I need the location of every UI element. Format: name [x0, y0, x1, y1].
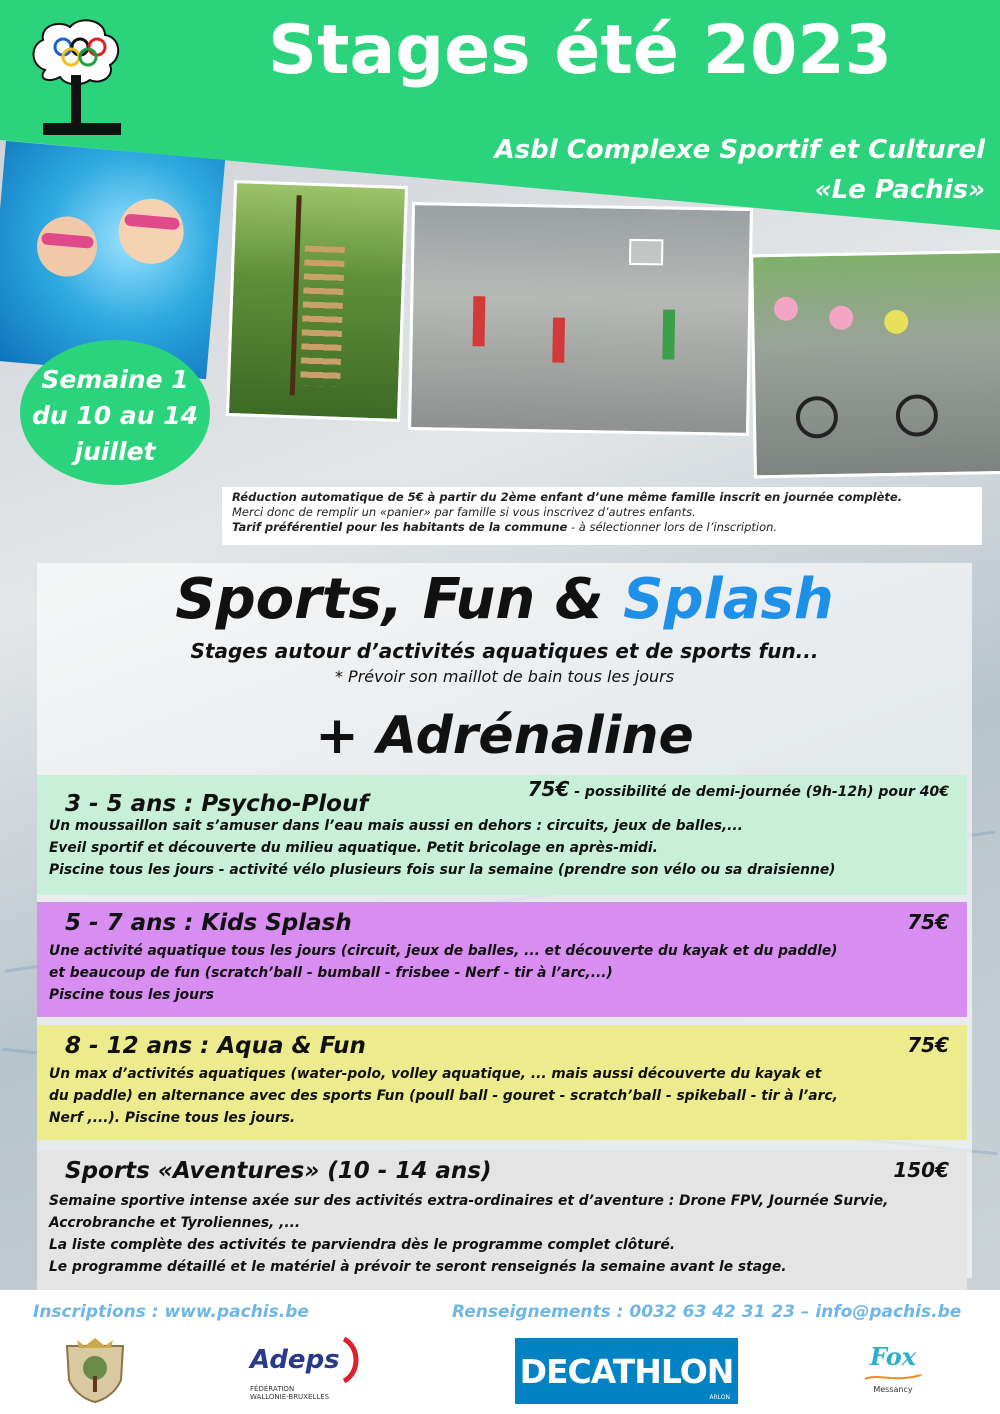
- program-price: 75€: [907, 910, 949, 934]
- week-dates: du 10 au 14: [31, 401, 199, 430]
- program-line: Eveil sportif et découverte du milieu aquatique. Petit bricolage en après-midi.: [49, 840, 658, 856]
- decathlon-store: ARLON: [709, 1394, 730, 1401]
- photo-kids-bikes: [750, 250, 1000, 479]
- program-line: Semaine sportive intense axée sur des activités extra-ordinaires et d’aventure : Drone FPV, Journée Survie,: [49, 1193, 889, 1209]
- decathlon-logo: [515, 1338, 738, 1404]
- program-description: [49, 940, 954, 1006]
- main-heading-text: Sports, Fun &: [175, 567, 624, 632]
- program-price: 75€: [907, 1033, 949, 1057]
- program-line: du paddle) en alternance avec des sports Fun (poull ball - gouret - scratch’ball - spikeball - tir à l’arc,: [49, 1088, 838, 1104]
- program-description: [49, 815, 954, 881]
- swimsuit-note: * Prévoir son maillot de bain tous les jours: [334, 667, 675, 686]
- adeps-sub-1: FÉDÉRATION: [250, 1384, 295, 1393]
- week-badge: [20, 340, 210, 485]
- photo-treetop-bridge: [226, 180, 408, 422]
- organizer-line-2: «Le Pachis»: [814, 175, 985, 205]
- municipality-crest-logo: [50, 1335, 140, 1405]
- decathlon-wordmark: DECATHLON: [519, 1351, 734, 1391]
- program-description: [49, 1190, 954, 1278]
- program-price: [528, 775, 949, 806]
- inscriptions-link[interactable]: Inscriptions : www.pachis.be: [33, 1302, 309, 1322]
- program-line: Nerf ,...). Piscine tous les jours.: [49, 1110, 296, 1126]
- contact-info: Renseignements : 0032 63 42 31 23 – info@pachis.be: [452, 1302, 962, 1322]
- program-line: Un moussaillon sait s’amuser dans l’eau mais aussi en dehors : circuits, jeux de balles,...: [49, 818, 743, 834]
- fox-tagline-icon: [863, 1371, 923, 1385]
- adeps-sub-2: WALLONIE-BRUXELLES: [250, 1392, 330, 1401]
- program-line: Une activité aquatique tous les jours (circuit, jeux de balles, ... et découverte du kayak et du paddle): [49, 943, 838, 959]
- program-line: La liste complète des activités te parviendra dès le programme complet clôturé.: [49, 1237, 676, 1253]
- program-card-aqua-fun: [37, 1025, 967, 1140]
- photo-playground-kids: [408, 202, 753, 436]
- page-title: Stages été 2023: [268, 11, 892, 90]
- program-card-kids-splash: [37, 902, 967, 1017]
- tree-logo-icon: [25, 15, 125, 140]
- program-title: 3 - 5 ans : Psycho-Plouf: [65, 791, 369, 817]
- week-month: juillet: [74, 437, 156, 466]
- crest-icon: [55, 1336, 135, 1404]
- program-price-value: 75€: [527, 777, 570, 801]
- main-heading: [37, 565, 972, 635]
- program-title: 5 - 7 ans : Kids Splash: [65, 910, 352, 936]
- week-label: Semaine 1: [41, 365, 189, 394]
- organizer-line-1: Asbl Complexe Sportif et Culturel: [494, 135, 985, 165]
- adeps-swoosh-icon: [340, 1335, 362, 1385]
- notice-line-3: [232, 520, 972, 535]
- program-price: 150€: [893, 1158, 949, 1182]
- program-title: 8 - 12 ans : Aqua & Fun: [65, 1033, 366, 1059]
- fox-wordmark: Fox: [869, 1341, 917, 1371]
- notice-line-3-bold: Tarif préférentiel pour les habitants de la commune: [232, 520, 568, 534]
- notice-line-2: Merci donc de remplir un «panier» par famille si vous inscrivez d’autres enfants.: [232, 505, 696, 519]
- main-subheading: Stages autour d’activités aquatiques et de sports fun...: [190, 639, 819, 663]
- program-line: Piscine tous les jours - activité vélo plusieurs fois sur la semaine (prendre son vélo ou sa draisienne): [49, 862, 836, 878]
- program-title: Sports «Aventures» (10 - 14 ans): [65, 1158, 492, 1184]
- notice-line-3-rest: - à sélectionner lors de l’inscription.: [567, 520, 778, 534]
- program-line: Accrobranche et Tyroliennes, ,...: [49, 1215, 301, 1231]
- program-line: Un max d’activités aquatiques (water-polo, volley aquatique, ... mais aussi découverte du kayak et: [49, 1066, 822, 1082]
- program-line: Le programme détaillé et le matériel à prévoir te seront renseignés la semaine avant le stage.: [49, 1259, 787, 1275]
- program-price-note: - possibilité de demi-journée (9h-12h) pour 40€: [569, 784, 949, 800]
- discount-notice: [222, 487, 982, 545]
- program-description: [49, 1063, 954, 1129]
- adeps-logo: [250, 1325, 360, 1410]
- program-line: Piscine tous les jours: [49, 987, 215, 1003]
- program-card-psycho-plouf: [37, 775, 967, 895]
- notice-line-1: Réduction automatique de 5€ à partir du 2ème enfant d’une même famille inscrit en journée complète.: [232, 490, 903, 504]
- adeps-wordmark: Adeps: [250, 1344, 340, 1375]
- adrenaline-heading: + Adrénaline: [315, 706, 694, 766]
- program-line: et beaucoup de fun (scratch’ball - bumball - frisbee - Nerf - tir à l’arc,...): [49, 965, 613, 981]
- program-card-aventures: [37, 1150, 967, 1290]
- fox-messancy-logo: [848, 1325, 938, 1410]
- main-heading-accent: Splash: [623, 567, 834, 632]
- fox-location: Messancy: [873, 1384, 913, 1394]
- organizer-name: [380, 130, 985, 210]
